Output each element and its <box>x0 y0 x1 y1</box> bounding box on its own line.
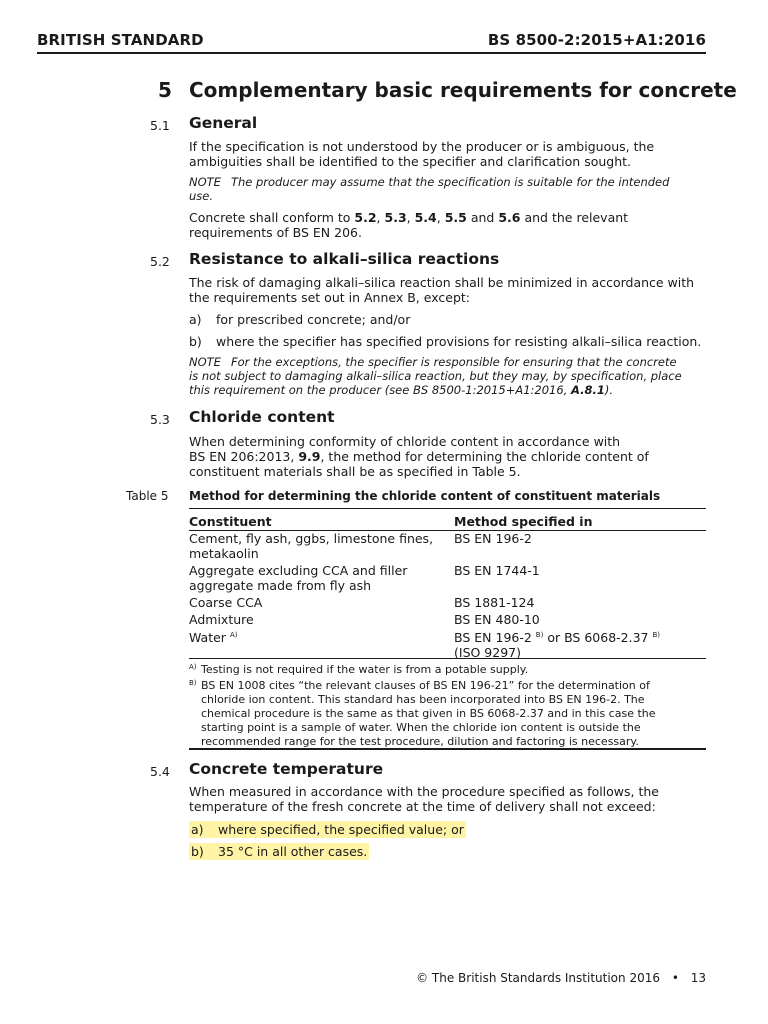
table-row-4-constituent: Admixture <box>189 612 254 627</box>
text-run: and <box>466 210 499 225</box>
table-header-method: Method specified in <box>454 514 593 529</box>
table-row-4-method: BS EN 480-10 <box>454 612 540 627</box>
table-body-rule <box>189 658 706 659</box>
running-header-left: BRITISH STANDARD <box>37 31 204 49</box>
text-line: temperature of the fresh concrete at the time of delivery shall not exceed: <box>189 799 656 814</box>
text-line: When measured in accordance with the procedure specified as follows, the <box>189 784 660 799</box>
section-number: 5 <box>158 78 172 102</box>
list-text: for prescribed concrete; and/or <box>216 312 411 327</box>
footnote-marker: B) <box>189 679 197 687</box>
note-label: NOTE <box>189 175 221 189</box>
table-row-5-method <box>454 628 660 660</box>
paragraph-5-3-1 <box>189 434 709 479</box>
clause-ref: 5.3 <box>384 210 407 225</box>
list-item-5-2-a <box>189 312 410 327</box>
note-text: The producer may assume that the specification is suitable for the intended <box>230 175 670 189</box>
text-line: constituent materials shall be as specified in Table 5. <box>189 464 521 479</box>
paragraph-5-1-1 <box>189 139 709 169</box>
list-marker: b) <box>189 334 202 349</box>
list-item-5-2-b <box>189 334 701 349</box>
note-text: ). <box>604 383 613 397</box>
table-header-constituent: Constituent <box>189 514 272 529</box>
text-line: the requirements set out in Annex B, except: <box>189 290 471 305</box>
clause-ref: 5.6 <box>498 210 521 225</box>
footnote-ref: A) <box>229 631 238 639</box>
note-label: NOTE <box>189 355 221 369</box>
clause-ref: 5.5 <box>444 210 467 225</box>
text-line: If the specification is not understood by the producer or is ambiguous, the <box>189 139 655 154</box>
list-marker: a) <box>189 312 202 327</box>
paragraph-5-4-1 <box>189 784 709 814</box>
footnote-text: chloride ion content. This standard has been incorporated into BS EN 196-2. The <box>201 693 645 706</box>
cell-line: metakaolin <box>189 546 259 561</box>
header-rule <box>37 52 706 54</box>
note-5-2 <box>189 355 717 397</box>
text-line: The risk of damaging alkali–silica reaction shall be minimized in accordance with <box>189 275 695 290</box>
table-row-2-method: BS EN 1744-1 <box>454 563 540 578</box>
list-text: where the specifier has specified provisions for resisting alkali–silica reaction. <box>216 334 702 349</box>
table-row-2-constituent <box>189 563 407 593</box>
footnote-text: BS EN 1008 cites “the relevant clauses of BS EN 196-21” for the determination of <box>201 679 650 692</box>
footer-bullet: • <box>671 971 679 985</box>
list-marker: a) <box>191 822 204 837</box>
list-item-5-4-a <box>189 822 466 837</box>
clause-ref: A.8.1 <box>570 383 605 397</box>
table-row-3-method: BS 1881-124 <box>454 595 535 610</box>
note-text: For the exceptions, the specifier is responsible for ensuring that the concrete <box>230 355 677 369</box>
footnote-ref: B) <box>652 631 661 639</box>
footnote-text: Testing is not required if the water is from a potable supply. <box>201 663 529 676</box>
table-row-3-constituent: Coarse CCA <box>189 595 263 610</box>
cell-line: Cement, fly ash, ggbs, limestone fines, <box>189 531 434 546</box>
table-row-1-method: BS EN 196-2 <box>454 531 532 546</box>
cell-line: aggregate made from fly ash <box>189 578 372 593</box>
cell-text: Water <box>189 630 226 645</box>
table-bottom-rule <box>189 748 706 750</box>
highlighted-text <box>189 821 466 838</box>
clause-ref: 5.4 <box>414 210 437 225</box>
cell-line: (ISO 9297) <box>454 645 521 660</box>
subsection-5-2-number: 5.2 <box>150 254 170 269</box>
text-run: BS EN 206:2013, <box>189 449 299 464</box>
cell-text: or BS 6068-2.37 <box>543 630 649 645</box>
section-title: Complementary basic requirements for concrete <box>189 78 737 102</box>
clause-ref: 5.2 <box>354 210 377 225</box>
page-footer <box>416 971 706 985</box>
page-number: 13 <box>690 971 706 985</box>
table-caption: Method for determining the chloride content of constituent materials <box>189 489 661 503</box>
subsection-5-1-title: General <box>189 114 258 132</box>
footnote-text: chemical procedure is the same as that given in BS 6068-2.37 and in this case the <box>201 707 656 720</box>
table-row-5-constituent <box>189 628 237 645</box>
highlighted-text <box>189 843 369 860</box>
note-text: use. <box>189 189 214 203</box>
footnote-marker: A) <box>189 663 197 671</box>
table-label: Table 5 <box>126 489 169 503</box>
list-text: 35 °C in all other cases. <box>218 844 368 859</box>
note-5-1 <box>189 175 717 203</box>
subsection-5-2-title: Resistance to alkali–silica reactions <box>189 250 500 268</box>
text-line: ambiguities shall be identified to the specifier and clarification sought. <box>189 154 632 169</box>
footnote-text: recommended range for the test procedure, dilution and factoring is necessary. <box>201 735 639 748</box>
subsection-5-3-number: 5.3 <box>150 412 170 427</box>
paragraph-5-2-1 <box>189 275 709 305</box>
footnote-ref: B) <box>535 631 544 639</box>
footnote-text: starting point is a sample of water. When the chloride ion content is outside the <box>201 721 641 734</box>
subsection-5-4-title: Concrete temperature <box>189 760 384 778</box>
subsection-5-4-number: 5.4 <box>150 764 170 779</box>
table-footnote-a <box>189 660 689 677</box>
table-top-rule <box>189 508 706 509</box>
list-text: where specified, the specified value; or <box>218 822 464 837</box>
paragraph-5-1-2: Concrete shall conform to 5.2, 5.3, 5.4, 5.5 and 5.6 and the relevant requirements of BS EN 206. <box>189 210 709 240</box>
text-line: When determining conformity of chloride content in accordance with <box>189 434 621 449</box>
text-run: Concrete shall conform to <box>189 210 355 225</box>
table-row-1-constituent <box>189 531 433 561</box>
list-marker: b) <box>191 844 204 859</box>
table-footnote-b <box>189 676 689 749</box>
copyright-text: © The British Standards Institution 2016 <box>416 971 660 985</box>
text-run: and the relevant <box>520 210 629 225</box>
note-text: this requirement on the producer (see BS 8500-1:2015+A1:2016, <box>189 383 571 397</box>
text-line: requirements of BS EN 206. <box>189 225 362 240</box>
cell-text: BS EN 196-2 <box>454 630 532 645</box>
list-item-5-4-b <box>189 844 369 859</box>
subsection-5-1-number: 5.1 <box>150 118 170 133</box>
text-run: , the method for determining the chloride content of <box>320 449 649 464</box>
clause-ref: 9.9 <box>298 449 321 464</box>
cell-line: Aggregate excluding CCA and filler <box>189 563 408 578</box>
note-text: is not subject to damaging alkali–silica reaction, but they may, by specification, place <box>189 369 682 383</box>
subsection-5-3-title: Chloride content <box>189 408 335 426</box>
running-header-right: BS 8500-2:2015+A1:2016 <box>487 31 706 49</box>
